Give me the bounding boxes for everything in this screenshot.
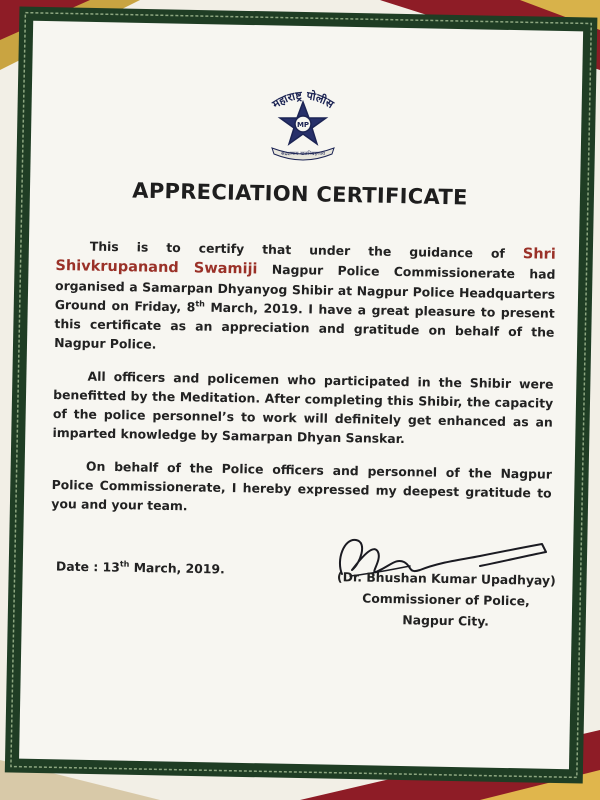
p1-end: March, 2019. I have a great pleasure to present this certificate as an appreciation and gratitude on behalf of the Nagpur Police.	[54, 299, 555, 352]
paragraph-3: On behalf of the Police officers and personnel of the Nagpur Police Commissionerate, I hereby expressed my deepest gratitude to you and your team.	[51, 458, 553, 514]
certificate-body	[51, 236, 556, 536]
certificate-title: APPRECIATION CERTIFICATE	[132, 178, 468, 210]
p1-sup: th	[195, 299, 206, 309]
swamiji-name: Shri Shivkrupanand Swamiji	[55, 246, 556, 278]
certificate-date	[56, 559, 225, 577]
logo-arc-text: महाराष्ट्र पोलीस	[269, 88, 337, 112]
p1-pre: This is to certify that under the guidance of	[89, 238, 524, 262]
paragraph-1	[54, 236, 556, 361]
p1-post: Nagpur Police Commissionerate had organised a Samarpan Dhyanyog Shibir at Nagpur Police Headquarters Ground on Friday, 8	[54, 261, 556, 315]
police-logo	[246, 82, 360, 162]
date-label: Date : 13	[55, 558, 120, 575]
logo-motto: सद्रक्षणाय खलनिग्रहणाय	[281, 151, 325, 157]
signatory-designation: Commissioner of Police,	[362, 590, 530, 609]
date-rest: March, 2019.	[129, 559, 225, 577]
date-sup: th	[119, 559, 130, 569]
signatory-city: Nagpur City.	[402, 612, 490, 629]
badge-letters: MP	[296, 121, 310, 129]
paragraph-2: All officers and policemen who participated in the Shibir were benefitted by the Meditation. After completing this Shibir, the capacity of the police personnel’s to work will definitely get enhanced as an imparted knowledge by Samarpan Dhyan Sanskar.	[52, 368, 554, 447]
signatory-name: (Dr. Bhushan Kumar Upadhyay)	[336, 569, 556, 588]
signatory-block	[335, 566, 556, 633]
